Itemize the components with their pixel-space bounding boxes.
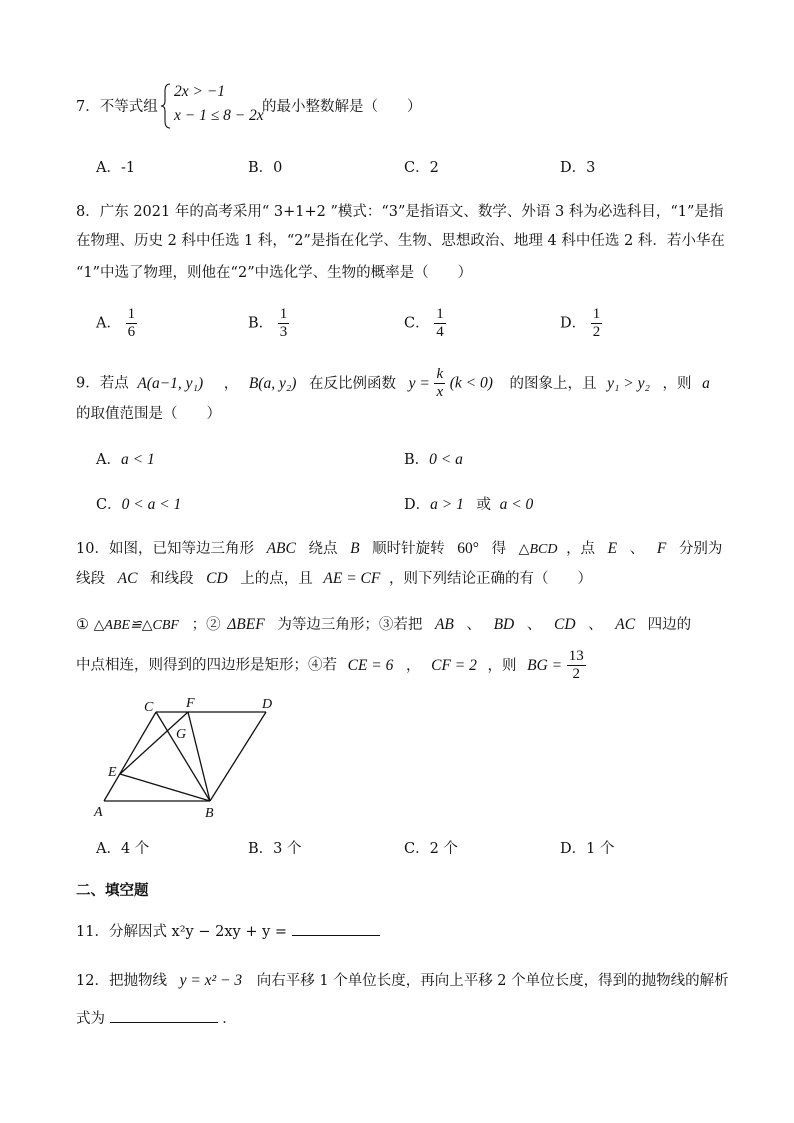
q8-option-a[interactable]: A． $\frac{1}{6}$	[96, 306, 136, 340]
q7-suffix: 的最小整数解是（ ）	[262, 99, 422, 115]
q7-option-a[interactable]: A．-1	[96, 160, 136, 176]
q10-option-b[interactable]: B．3 个	[248, 841, 302, 857]
label-e: E	[108, 765, 117, 780]
q8-option-c[interactable]: C． $\frac{1}{4}$	[404, 306, 444, 340]
label-a: A	[94, 805, 103, 820]
fraction: $\frac{1}{6}$	[127, 306, 136, 340]
q9-line-2: 的取值范围是（ ）	[76, 406, 221, 422]
q7-stem: 7．不等式组	[76, 99, 158, 115]
q10-option-d[interactable]: D．1 个	[560, 841, 615, 857]
fraction: $\frac{1}{4}$	[436, 306, 444, 340]
q7-option-b[interactable]: B．0	[248, 160, 283, 176]
q10-geometry-diagram	[90, 694, 290, 824]
fraction: $\frac{1}{2}$	[592, 306, 601, 340]
q7-option-c[interactable]: C．2	[404, 160, 439, 176]
label-c: C	[144, 700, 154, 715]
q8-line-1: 8．广东 2021 年的高考采用“ 3+1+2 ”模式：“3”是指语文、数学、外语 3 科为必选科目，“1”是指	[76, 204, 724, 220]
q9-option-d[interactable]: D．a > 1 或 a < 0	[404, 496, 534, 513]
q12-line-1: 12．把抛物线 y = x² − 3 向右平移 1 个单位长度，再向上平移 2 个单位长度，得到的抛物线的解析	[76, 972, 729, 989]
q7-option-d[interactable]: D．3	[560, 160, 596, 176]
q9-option-b[interactable]: B．0 < a	[404, 451, 463, 468]
q11-stem: 11．分解因式 x²y − 2xy + y =	[76, 921, 380, 943]
label-f: F	[186, 696, 195, 711]
label-d: D	[262, 697, 273, 712]
fraction: $\frac{k}{x}$	[436, 366, 444, 400]
label-g: G	[176, 727, 187, 742]
segment-ca	[104, 712, 156, 801]
q10-line-2: 线段 AC 和线段 CD 上的点，且 AE = CF ，则下列结论正确的有（ ）	[76, 570, 592, 587]
q9-option-c[interactable]: C．0 < a < 1	[96, 496, 182, 513]
q8-line-2: 在物理、历史 2 科中任选 1 科，“2”是指在化学、生物、思想政治、地理 4 科中任选 2 科．若小华在	[76, 233, 725, 249]
q10-option-a[interactable]: A．4 个	[96, 841, 150, 857]
fraction: $\frac{1}{3}$	[279, 306, 288, 340]
q7-eq1: 2x > −1	[174, 83, 226, 100]
segment-db	[210, 712, 266, 801]
segment-fb	[188, 712, 210, 801]
section-heading: 二、填空题	[76, 883, 149, 899]
q8-option-d[interactable]: D． $\frac{1}{2}$	[560, 306, 601, 340]
q10-line-1: 10．如图，已知等边三角形 ABC 绕点 B 顺时针旋转 60° 得 △BCD ，点 E 、 F 分别为	[76, 540, 723, 557]
segment-ef	[120, 712, 188, 774]
q10-option-c[interactable]: C．2 个	[404, 841, 458, 857]
q8-line-3: “1”中选了物理，则他在“2”中选化学、生物的概率是（ ）	[76, 265, 473, 281]
q12-line-2: 式为 ．	[76, 1008, 237, 1030]
q10-line-4: 中点相连，则得到的四边形是矩形；④若 CE = 6 ， CF = 2 ，则 BG = $\frac{13}{2}$	[76, 648, 584, 682]
q10-line-3: ① △ABE≌△CBF ；② ΔBEF 为等边三角形；③若把 AB 、 BD 、 CD 、 AC 四边的	[76, 616, 692, 633]
answer-blank[interactable]	[292, 921, 380, 936]
fraction: $\frac{13}{2}$	[568, 648, 584, 682]
q9-option-a[interactable]: A．a < 1	[96, 451, 155, 468]
answer-blank[interactable]	[110, 1008, 218, 1023]
q7-eq2: x − 1 ≤ 8 − 2x	[174, 107, 264, 124]
q8-option-b[interactable]: B． $\frac{1}{3}$	[248, 306, 288, 340]
left-brace-icon	[160, 83, 172, 129]
q9-line-1: 9．若点 A(a−1, y₁) ， B(a, y₂) 在反比例函数 y = $\frac{k}{x}$ (k < 0) 的图象上，且 y₁ > y₂ ，则 a	[76, 366, 710, 400]
label-b: B	[205, 806, 214, 821]
